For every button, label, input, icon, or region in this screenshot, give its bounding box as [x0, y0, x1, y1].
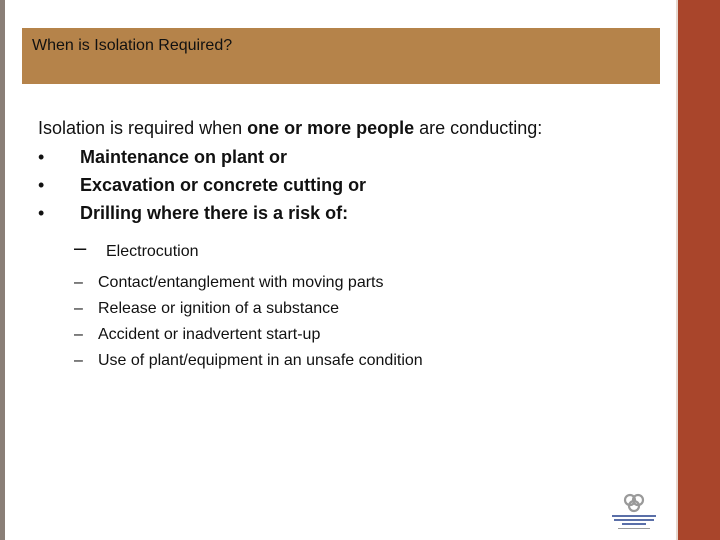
sub-bullet-text: Use of plant/equipment in an unsafe condition	[98, 352, 423, 369]
sub-bullet-marker: –	[74, 300, 83, 317]
sub-bullet-marker: –	[74, 274, 83, 291]
bullet-list	[38, 146, 366, 230]
sub-bullet-item	[74, 298, 423, 324]
intro-text	[38, 118, 542, 139]
bullet-item	[38, 174, 366, 202]
intro-prefix: Isolation is required when	[38, 118, 248, 138]
bullet-text: Excavation or concrete cutting or	[80, 175, 367, 195]
sub-bullet-text: Electrocution	[106, 243, 199, 260]
sub-bullet-item	[74, 324, 423, 350]
slide-title: When is Isolation Required?	[32, 37, 233, 54]
sub-bullet-text: Release or ignition of a substance	[98, 300, 340, 317]
sub-bullet-text: Contact/entanglement with moving parts	[98, 274, 384, 291]
sub-bullet-marker: –	[74, 326, 83, 343]
bullet-marker: •	[38, 203, 45, 223]
bullet-marker: •	[38, 175, 45, 195]
bullet-text: Drilling where there is a risk of:	[80, 203, 349, 223]
left-edge-rule	[0, 0, 5, 540]
bullet-item	[38, 202, 366, 230]
intro-emphasis: one or more people	[247, 118, 415, 138]
title-bar	[22, 28, 660, 84]
sub-bullet-text: Accident or inadvertent start-up	[98, 326, 321, 343]
sub-bullet-item	[74, 235, 423, 272]
intro-suffix: are conducting:	[414, 118, 543, 138]
sub-bullet-list	[74, 235, 423, 376]
side-accent-band	[678, 0, 720, 540]
sub-bullet-item	[74, 350, 423, 376]
construction-group-logo-icon	[610, 492, 658, 532]
sub-bullet-marker: –	[74, 235, 87, 260]
sub-bullet-item	[74, 272, 423, 298]
sub-bullet-marker: –	[74, 352, 83, 369]
bullet-marker: •	[38, 147, 45, 167]
bullet-item	[38, 146, 366, 174]
bullet-text: Maintenance on plant or	[80, 147, 288, 167]
